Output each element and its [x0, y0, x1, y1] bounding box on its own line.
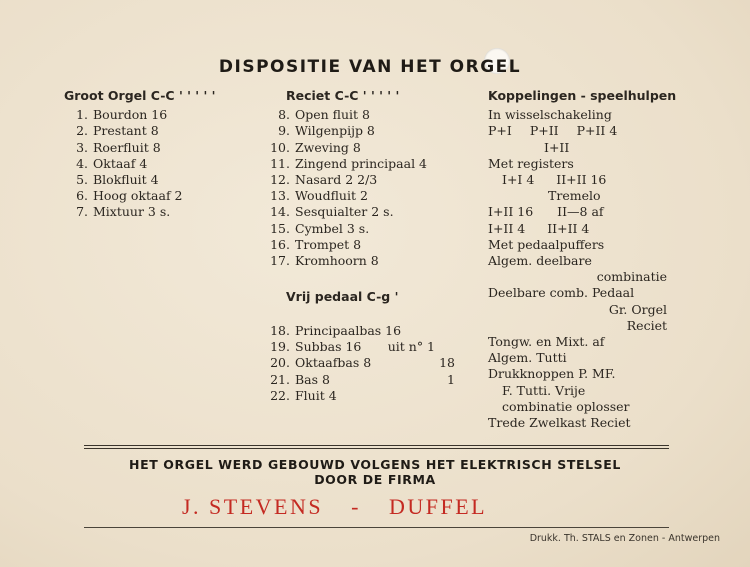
stop-row: [64, 123, 216, 139]
stop-name: Wilgenpijp 8: [295, 123, 375, 139]
coupler-line: [488, 221, 673, 237]
vrij-pedaal-heading-wrap: [286, 289, 398, 308]
stop-row: [64, 188, 216, 204]
stop-source: 18: [439, 355, 455, 371]
coupler-line: combinatie oplosser: [502, 398, 630, 414]
organ-builder-name: J. STEVENS: [182, 494, 324, 519]
stop-name: Mixtuur 3 s.: [93, 204, 171, 220]
reciet-heading: Reciet C-C ' ' ' ' ': [286, 88, 400, 103]
coupler-line: Deelbare comb. Pedaal: [488, 285, 635, 301]
stop-name: Cymbel 3 s.: [295, 220, 370, 236]
stop-number: 4.: [76, 155, 88, 171]
stop-number: 10.: [270, 139, 290, 155]
coupler-line: Trede Zwelkast Reciet: [488, 415, 631, 431]
stop-name: Hoog oktaaf 2: [93, 188, 183, 204]
coupler-line: Met registers: [488, 155, 574, 171]
stop-row: [64, 107, 216, 123]
stop-number: 18.: [270, 323, 290, 338]
coupler-line: Tremelo: [548, 188, 601, 204]
coupler-item: II+II 4: [547, 220, 590, 236]
stop-name: Trompet 8: [295, 236, 362, 252]
reciet-section: [264, 88, 427, 269]
coupler-line: Met pedaalpuffers: [488, 236, 605, 252]
vrij-pedaal-section: [264, 323, 455, 404]
groot-orgel-heading: Groot Orgel C-C ' ' ' ' ': [64, 88, 216, 103]
divider-line: [84, 445, 669, 446]
stop-name: Bas 8: [295, 371, 330, 387]
stop-name: Blokfluit 4: [93, 172, 159, 188]
stop-name: Kromhoorn 8: [295, 253, 379, 269]
printer-credit: Drukk. Th. STALS en Zonen - Antwerpen: [529, 533, 720, 544]
stop-row: [264, 339, 455, 355]
coupler-line: Reciet: [626, 317, 667, 333]
coupler-item: I+II 4: [488, 220, 526, 236]
coupler-item: P+II 4: [576, 123, 618, 139]
groot-orgel-section: [64, 88, 216, 221]
stop-number: 3.: [76, 139, 88, 155]
coupler-item: P+I: [488, 123, 512, 139]
stop-row: [264, 253, 427, 269]
stop-number: 6.: [76, 188, 88, 204]
coupler-line: I+II: [544, 139, 570, 155]
stop-row: [264, 156, 427, 172]
divider-line: [84, 527, 669, 528]
stop-number: 16.: [270, 236, 290, 252]
stop-note: uit n° 1: [387, 339, 435, 355]
stop-name: Prestant 8: [93, 123, 159, 139]
stop-number: 8.: [278, 107, 290, 123]
stop-name: Bourdon 16: [93, 107, 168, 123]
stop-number: 19.: [270, 339, 290, 355]
coupler-line: combinatie: [596, 269, 667, 285]
stop-row: [64, 204, 216, 220]
page-title: DISPOSITIE VAN HET ORGEL: [218, 57, 522, 77]
stop-number: 9.: [278, 123, 290, 139]
stop-row: [264, 372, 455, 388]
coupler-line: [488, 172, 673, 188]
stop-number: 12.: [270, 172, 290, 188]
stop-name: Fluit 4: [295, 387, 337, 403]
stop-row: [264, 355, 455, 371]
stop-row: [264, 323, 455, 339]
stop-row: [264, 123, 427, 139]
stop-name: Principaalbas 16: [295, 323, 402, 338]
vrij-pedaal-heading: Vrij pedaal C-g ': [286, 289, 399, 304]
coupler-line: F. Tutti. Vrije: [502, 382, 586, 398]
coupler-item: II+II 16: [556, 172, 607, 188]
coupler-item: I+I 4: [502, 172, 535, 188]
builder-statement-line2: DOOR DE FIRMA: [314, 472, 436, 487]
stop-name: Zingend principaal 4: [295, 155, 428, 171]
stop-name: Subbas 16: [295, 339, 362, 355]
stop-name: Zweving 8: [295, 139, 361, 155]
stop-row: [264, 140, 427, 156]
stop-number: 7.: [76, 204, 88, 220]
divider-line: [84, 448, 669, 449]
stop-number: 13.: [270, 188, 290, 204]
stop-number: 5.: [76, 172, 88, 188]
koppelingen-section: [488, 88, 677, 431]
builder-statement: HET ORGEL WERD GEBOUWD VOLGENS HET ELEKTRISCH STELSEL: [129, 457, 621, 472]
stop-name: Oktaaf 4: [93, 155, 148, 171]
coupler-line: Gr. Orgel: [608, 301, 667, 317]
stop-number: 2.: [76, 123, 88, 139]
organ-builder-separator: -: [351, 494, 361, 519]
stop-name: Nasard 2 2/3: [295, 172, 378, 188]
coupler-item: II—8 af: [557, 204, 604, 220]
stop-name: Sesquialter 2 s.: [295, 204, 394, 220]
stop-number: 22.: [270, 387, 290, 403]
coupler-line: Algem. deelbare: [488, 253, 592, 269]
coupler-line: Tongw. en Mixt. af: [488, 334, 605, 350]
coupler-line: Algem. Tutti: [488, 350, 567, 366]
stop-name: Open fluit 8: [295, 107, 371, 123]
coupler-line: Drukknoppen P. MF.: [488, 366, 616, 382]
coupler-line: [488, 123, 673, 139]
organ-builder: [182, 494, 487, 520]
stop-row: [64, 172, 216, 188]
koppelingen-heading: Koppelingen - speelhulpen: [488, 88, 677, 103]
stop-row: [64, 140, 216, 156]
stop-name: Oktaafbas 8: [295, 355, 372, 371]
coupler-line: [488, 204, 673, 220]
coupler-item: P+II: [529, 123, 559, 139]
stop-number: 21.: [270, 371, 290, 387]
stop-source: 1: [447, 371, 455, 387]
stop-row: [264, 237, 427, 253]
stop-row: [64, 156, 216, 172]
organ-builder-city: DUFFEL: [388, 494, 488, 519]
stop-name: Roerfluit 8: [93, 139, 161, 155]
stop-row: [264, 221, 427, 237]
stop-row: [264, 172, 427, 188]
stop-number: 15.: [270, 220, 290, 236]
stop-number: 1.: [76, 107, 88, 123]
stop-name: Woudfluit 2: [295, 188, 368, 204]
stop-number: 20.: [270, 355, 290, 371]
stop-number: 17.: [270, 253, 290, 269]
coupler-line: In wisselschakeling: [488, 107, 612, 123]
stop-row: [264, 107, 427, 123]
coupler-item: I+II 16: [488, 204, 534, 220]
stop-row: [264, 388, 455, 404]
stop-row: [264, 188, 427, 204]
stop-number: 11.: [270, 155, 290, 171]
stop-row: [264, 204, 427, 220]
stop-number: 14.: [270, 204, 290, 220]
